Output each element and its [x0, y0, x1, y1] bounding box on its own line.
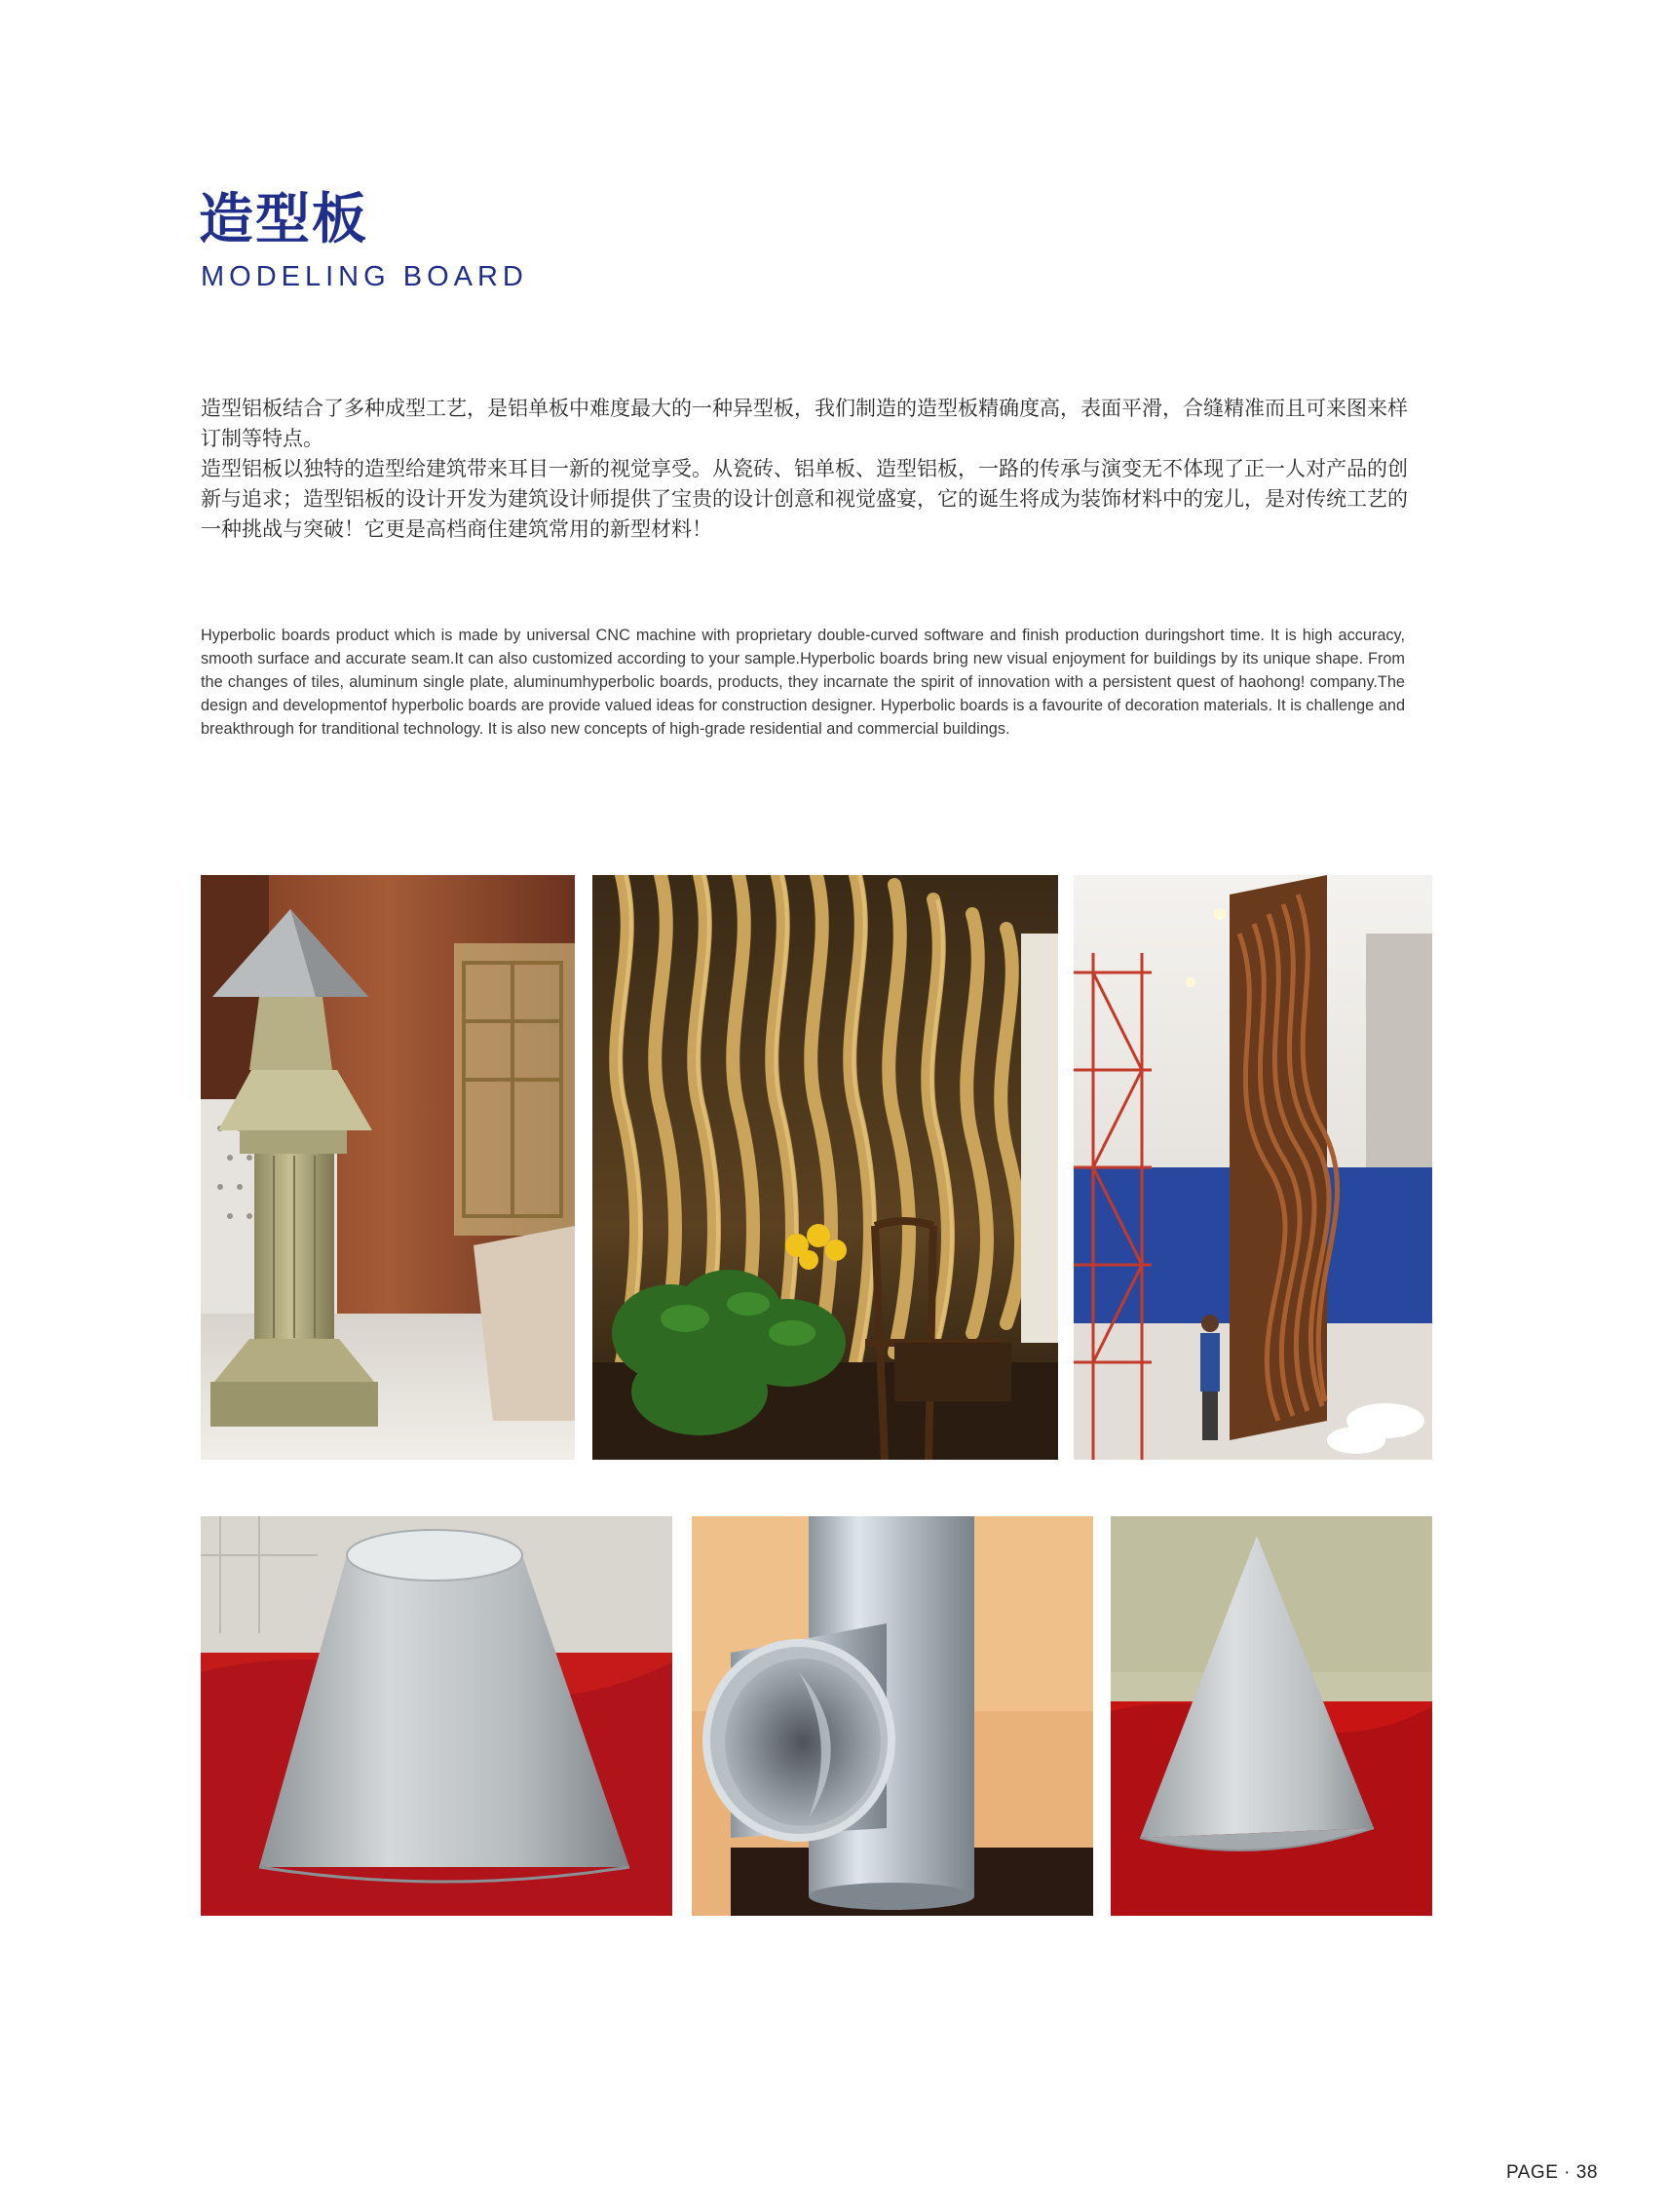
photo-cone — [1111, 1516, 1432, 1916]
photo-tee-pipe-fitting — [692, 1516, 1093, 1916]
page-title: 造型板 — [199, 188, 368, 251]
photo-curved-screen-installation — [1074, 875, 1432, 1460]
photo-truncated-cone — [201, 1516, 672, 1916]
chinese-paragraph-2: 造型铝板以独特的造型给建筑带来耳目一新的视觉享受。从瓷砖、铝单板、造型铝板，一路的传承与演变无不体现了正一人对产品的创新与追求；造型铝板的设计开发为建筑设计师提供了宝贵的设计创意和视觉盛宴，它的诞生将成为装饰材料中的宠儿，是对传统工艺的一种挑战与突破！它更是高档商住建筑常用的新型材料！ — [201, 457, 1408, 541]
page-number: PAGE · 38 — [1506, 2162, 1598, 2183]
photo-wavy-baffle-wall — [592, 875, 1058, 1460]
chinese-paragraph-1: 造型铝板结合了多种成型工艺，是铝单板中难度最大的一种异型板，我们制造的造型板精确度高，表面平滑，合缝精准而且可来图来样订制等特点。 — [201, 397, 1408, 450]
chinese-description — [201, 394, 1411, 545]
page-subtitle: MODELING BOARD — [201, 261, 528, 292]
photo-pagoda-column — [201, 875, 575, 1460]
english-description: Hyperbolic boards product which is made by universal CNC machine with proprietary double-curved software and finish production duringshort time. It is high accuracy, smooth surface and accurate seam.It can also customized according to your sample.Hyperbolic boards bring new visual enjoyment for buildings by its unique shape. From the changes of tiles, aluminum single plate, aluminumhyperbolic boards, products, they incarnate the spirit of innovation with a persistent quest of haohong! company.The design and developmentof hyperbolic boards are provide valued ideas for construction designer. Hyperbolic boards is a favourite of decoration materials. It is challenge and breakthrough for tranditional technology. It is also new concepts of high-grade residential and commercial buildings. — [201, 627, 1405, 738]
